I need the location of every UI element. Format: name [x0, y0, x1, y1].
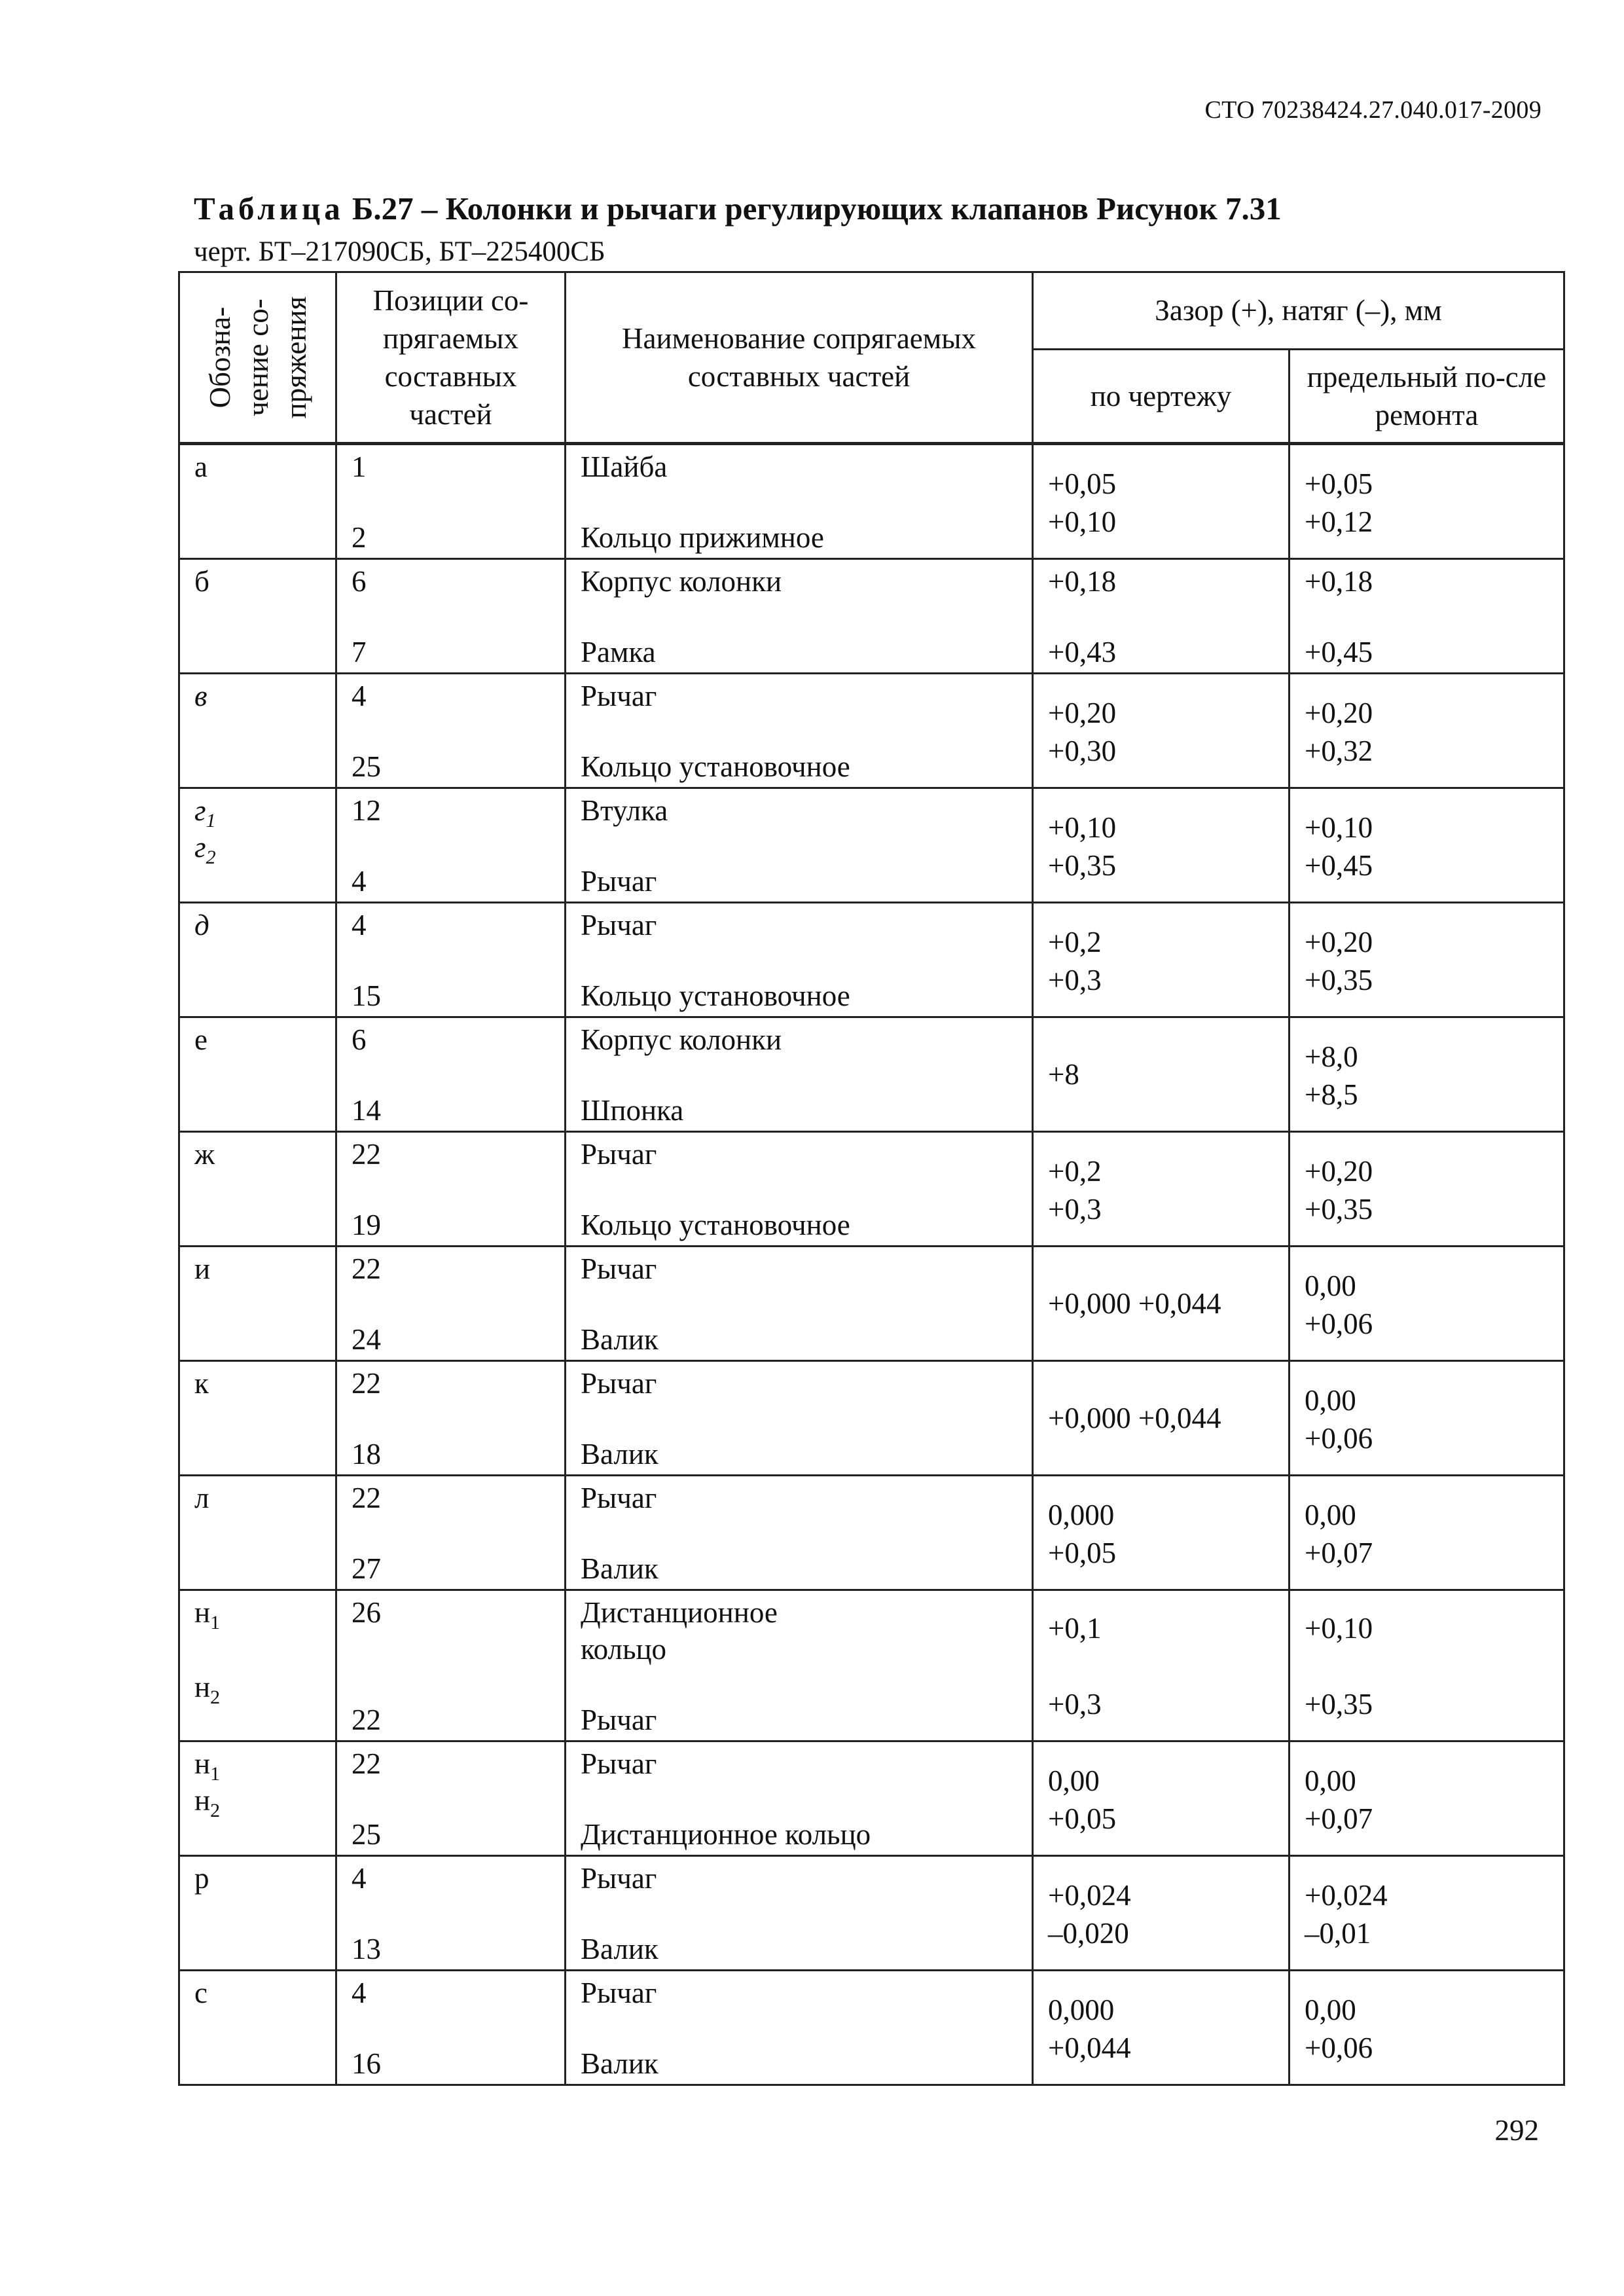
limit-value-1: +0,20	[1305, 697, 1373, 729]
designation: д	[194, 909, 209, 941]
part-name-2: Рычаг	[581, 1704, 657, 1736]
table-row	[179, 1017, 1564, 1132]
position-2: 7	[352, 636, 367, 668]
table-row	[179, 1476, 1564, 1590]
position-1: 22	[352, 1747, 381, 1780]
page-number: 292	[1494, 2114, 1539, 2147]
position-1: 12	[352, 794, 381, 827]
position-1: 26	[352, 1596, 381, 1629]
table-row	[179, 444, 1564, 559]
part-name-1: Рычаг	[581, 909, 657, 941]
header-names	[566, 272, 1033, 444]
position-2: 25	[352, 750, 381, 783]
header-positions	[336, 272, 566, 444]
drawing-value-1: +8	[1048, 1058, 1079, 1091]
drawing-value-1: +0,1	[1048, 1612, 1102, 1645]
limit-value-2: +0,35	[1305, 1193, 1373, 1226]
header-names-text: Наименование сопрягаемых составных частей	[622, 322, 976, 393]
designation: е	[194, 1023, 208, 1056]
header-positions-text: Позиции со-прягаемых составных частей	[372, 284, 529, 431]
position-2: 13	[352, 1933, 381, 1965]
position-2: 15	[352, 979, 381, 1012]
position-1: 4	[352, 909, 367, 941]
limit-value-1: 0,00	[1305, 1994, 1356, 2026]
limit-value-1: +0,10	[1305, 811, 1373, 844]
header-gap	[1033, 272, 1564, 350]
limit-value-1: +0,024	[1305, 1879, 1388, 1912]
position-2: 16	[352, 2047, 381, 2080]
drawing-value-1: +0,000 +0,044	[1048, 1287, 1221, 1320]
designation: л	[194, 1482, 209, 1514]
drawing-value-2: +0,05	[1048, 1802, 1117, 1835]
part-name-1: Корпус колонки	[581, 565, 782, 598]
table-subtitle: черт. БТ–217090СБ, БТ–225400СБ	[194, 236, 605, 267]
position-1: 6	[352, 565, 367, 598]
designation-1-letter: н	[194, 1596, 211, 1629]
part-name-2: Кольцо прижимное	[581, 521, 824, 554]
designation-2	[194, 1668, 220, 1717]
part-name-1: Рычаг	[581, 1747, 657, 1780]
limit-value-2: +0,35	[1305, 964, 1373, 996]
part-name-2: Валик	[581, 1933, 659, 1965]
designation-2	[194, 828, 216, 877]
part-name-2: Кольцо установочное	[581, 750, 850, 783]
designation-1	[194, 1594, 220, 1642]
drawing-value-2: +0,43	[1048, 636, 1117, 668]
limit-value-2: +0,32	[1305, 735, 1373, 767]
drawing-value-1: +0,18	[1048, 565, 1117, 598]
position-2: 4	[352, 865, 367, 898]
designation-1-letter: н	[194, 1747, 211, 1780]
position-2: 25	[352, 1818, 381, 1851]
position-1: 4	[352, 680, 367, 712]
limit-value-2: +8,5	[1305, 1078, 1358, 1111]
designation: к	[194, 1367, 209, 1400]
part-name-2: Валик	[581, 1438, 659, 1470]
limit-value-1: 0,00	[1305, 1384, 1356, 1417]
position-2: 2	[352, 521, 367, 554]
designation-2-letter: г	[194, 831, 206, 864]
part-name-2: Кольцо установочное	[581, 1209, 850, 1241]
drawing-value-1: +0,05	[1048, 467, 1117, 500]
part-name-1: Рычаг	[581, 1977, 657, 2009]
limit-value-2: +0,06	[1305, 1307, 1373, 1340]
part-name-1: Рычаг	[581, 680, 657, 712]
header-limit-text: предельный по-сле ремонта	[1307, 360, 1547, 431]
table-row	[179, 1361, 1564, 1476]
designation: ж	[194, 1138, 215, 1171]
table-title	[194, 190, 1282, 227]
limit-value-1: +0,18	[1305, 565, 1373, 598]
part-name-2: Валик	[581, 1552, 659, 1585]
designation-1-subscript: 1	[210, 1763, 221, 1785]
header-gap-text: Зазор (+), натяг (–), мм	[1155, 294, 1442, 327]
drawing-value-1: +0,10	[1048, 811, 1117, 844]
table-title-text: Б.27 – Колонки и рычаги регулирующих клапанов Рисунок 7.31	[344, 191, 1282, 227]
part-name-1: Корпус колонки	[581, 1023, 782, 1056]
designation-1-letter: г	[194, 794, 206, 827]
position-2: 14	[352, 1094, 381, 1127]
limit-value-2: +0,12	[1305, 505, 1373, 538]
drawing-value-2: +0,3	[1048, 964, 1102, 996]
limit-value-1: +8,0	[1305, 1040, 1358, 1073]
part-name-2: Валик	[581, 1323, 659, 1356]
drawing-value-2: +0,044	[1048, 2032, 1131, 2064]
table-row	[179, 903, 1564, 1017]
header-designation	[179, 272, 336, 444]
designation-1-subscript: 1	[210, 1612, 221, 1633]
table-row	[179, 559, 1564, 674]
part-name-1: Рычаг	[581, 1862, 657, 1895]
part-name-1: Втулка	[581, 794, 668, 827]
table-row	[179, 1741, 1564, 1856]
drawing-value-2: –0,020	[1048, 1917, 1129, 1950]
limit-value-2: +0,07	[1305, 1802, 1373, 1835]
part-name-2: Валик	[581, 2047, 659, 2080]
part-name-2: Рамка	[581, 636, 656, 668]
designation: а	[194, 450, 208, 483]
part-name-1: Рычаг	[581, 1252, 657, 1285]
table-row	[179, 1247, 1564, 1361]
position-2: 18	[352, 1438, 381, 1470]
drawing-value-1: +0,024	[1048, 1879, 1131, 1912]
drawing-value-1: 0,000	[1048, 1994, 1115, 2026]
designation-2	[194, 1781, 220, 1830]
designation-2-subscript: 2	[210, 1686, 221, 1708]
limit-value-2: –0,01	[1305, 1917, 1371, 1950]
designation: р	[194, 1862, 209, 1895]
header-by-drawing-text: по чертежу	[1090, 379, 1232, 412]
fits-table	[178, 271, 1565, 2086]
designation: и	[194, 1252, 211, 1285]
limit-value-2: +0,06	[1305, 2032, 1373, 2064]
position-2: 22	[352, 1704, 381, 1736]
limit-value-1: +0,20	[1305, 926, 1373, 958]
position-1: 22	[352, 1138, 381, 1171]
designation-1-subscript: 1	[206, 810, 216, 831]
position-1: 22	[352, 1367, 381, 1400]
table-row	[179, 674, 1564, 788]
header-limit	[1290, 349, 1564, 443]
designation-2-letter: н	[194, 1784, 211, 1817]
drawing-value-2: +0,35	[1048, 849, 1117, 882]
designation-2-subscript: 2	[210, 1800, 221, 1821]
drawing-value-1: +0,000 +0,044	[1048, 1402, 1221, 1434]
designation-2-letter: н	[194, 1671, 211, 1704]
designation: в	[194, 680, 208, 712]
designation: с	[194, 1977, 208, 2009]
table-row	[179, 1971, 1564, 2085]
limit-value-1: 0,00	[1305, 1499, 1356, 1531]
drawing-value-1: +0,2	[1048, 926, 1102, 958]
drawing-value-2: +0,3	[1048, 1193, 1102, 1226]
limit-value-1: +0,05	[1305, 467, 1373, 500]
limit-value-2: +0,07	[1305, 1537, 1373, 1569]
drawing-value-1: +0,2	[1048, 1155, 1102, 1188]
part-name-2: Рычаг	[581, 865, 657, 898]
table-row	[179, 1856, 1564, 1971]
position-1: 22	[352, 1252, 381, 1285]
part-name-2: Кольцо установочное	[581, 979, 850, 1012]
designation: б	[194, 565, 209, 598]
header-designation-text: Обозна-чение со-пряжения	[203, 296, 312, 419]
drawing-value-2: +0,30	[1048, 735, 1117, 767]
part-name-1: Рычаг	[581, 1482, 657, 1514]
limit-value-1: +0,10	[1305, 1612, 1373, 1645]
table-title-prefix: Таблица	[194, 191, 344, 227]
position-1: 22	[352, 1482, 381, 1514]
limit-value-2: +0,45	[1305, 636, 1373, 668]
part-name-2: Шпонка	[581, 1094, 684, 1127]
table-row	[179, 1132, 1564, 1247]
part-name-1-cont: кольцо	[581, 1633, 667, 1666]
table-row	[179, 788, 1564, 903]
position-1: 1	[352, 450, 367, 483]
part-name-1: Шайба	[581, 450, 668, 483]
drawing-value-2: +0,10	[1048, 505, 1117, 538]
drawing-value-2: +0,3	[1048, 1688, 1102, 1721]
part-name-1: Рычаг	[581, 1138, 657, 1171]
part-name-1: Рычаг	[581, 1367, 657, 1400]
header-by-drawing	[1033, 349, 1290, 443]
document-code: СТО 70238424.27.040.017-2009	[1204, 96, 1542, 124]
position-1: 6	[352, 1023, 367, 1056]
designation-2-subscript: 2	[206, 847, 216, 868]
position-2: 19	[352, 1209, 381, 1241]
drawing-value-1: 0,00	[1048, 1764, 1100, 1797]
drawing-value-2: +0,05	[1048, 1537, 1117, 1569]
limit-value-2: +0,45	[1305, 849, 1373, 882]
drawing-value-1: 0,000	[1048, 1499, 1115, 1531]
part-name-1: Дистанционное	[581, 1596, 778, 1629]
drawing-value-1: +0,20	[1048, 697, 1117, 729]
limit-value-2: +0,06	[1305, 1422, 1373, 1455]
table-row	[179, 1590, 1564, 1741]
position-1: 4	[352, 1862, 367, 1895]
limit-value-1: +0,20	[1305, 1155, 1373, 1188]
position-2: 27	[352, 1552, 381, 1585]
position-1: 4	[352, 1977, 367, 2009]
limit-value-1: 0,00	[1305, 1269, 1356, 1302]
limit-value-1: 0,00	[1305, 1764, 1356, 1797]
part-name-2: Дистанционное кольцо	[581, 1818, 871, 1851]
limit-value-2: +0,35	[1305, 1688, 1373, 1721]
position-2: 24	[352, 1323, 381, 1356]
